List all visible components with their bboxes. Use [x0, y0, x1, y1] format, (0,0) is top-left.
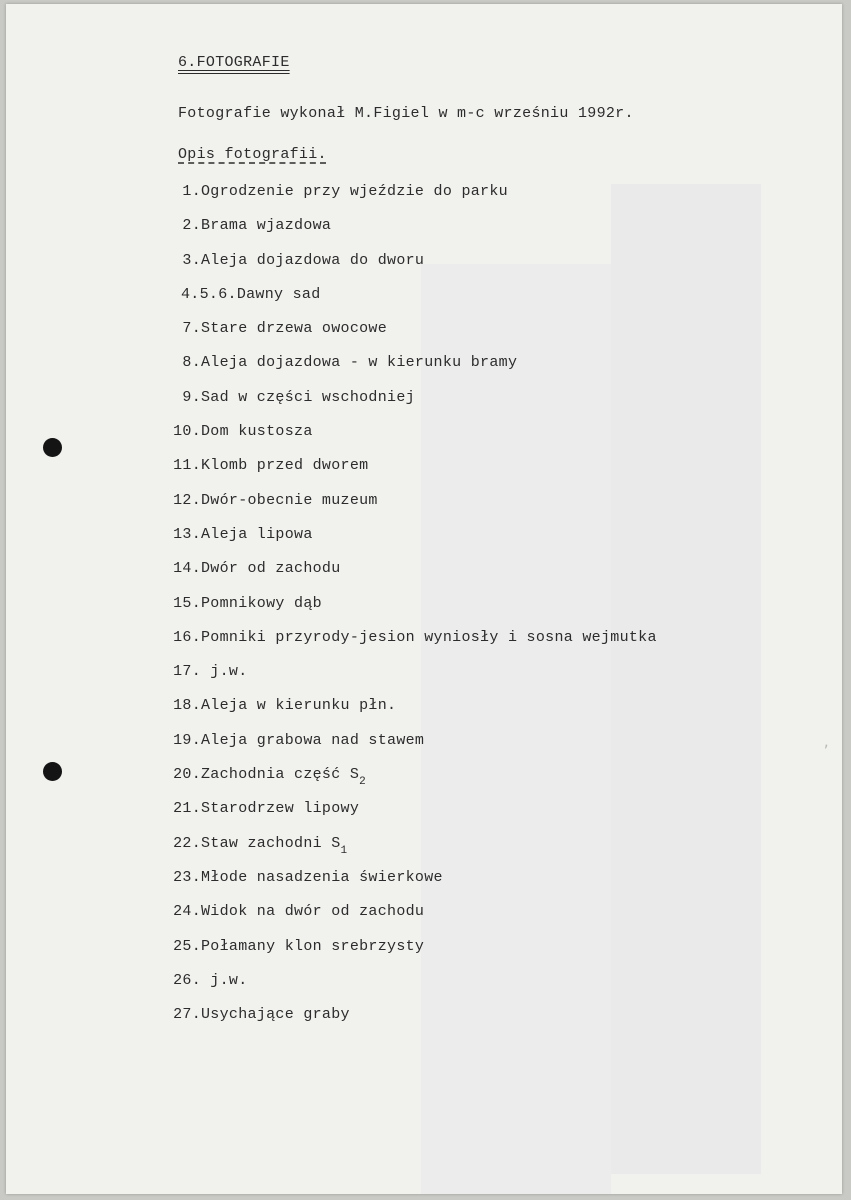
item-text: Aleja dojazdowa do dworu — [201, 251, 425, 269]
item-text: Aleja lipowa — [201, 525, 313, 543]
list-item — [166, 971, 657, 1005]
list-item — [166, 216, 657, 250]
list-item — [166, 491, 657, 525]
item-number: 20. — [173, 766, 201, 784]
item-number: 24. — [173, 903, 201, 921]
list-item — [166, 525, 657, 559]
item-number: 7. — [182, 320, 201, 338]
item-number: 25. — [173, 937, 201, 955]
item-number: 14. — [173, 560, 201, 578]
list-item — [166, 422, 657, 456]
item-text: Zachodnia część S — [201, 766, 360, 784]
item-number: 13. — [173, 525, 201, 543]
list-item — [166, 251, 657, 285]
item-number: 17. — [173, 663, 201, 681]
punch-hole-icon — [43, 762, 62, 781]
item-number: 12. — [173, 491, 201, 509]
list-item — [166, 456, 657, 490]
item-number: 8. — [182, 354, 201, 372]
item-text: Aleja grabowa nad stawem — [201, 731, 425, 749]
item-text: Pomniki przyrody-jesion wyniosły i sosna wejmutka — [201, 628, 657, 646]
item-text: Stare drzewa owocowe — [201, 320, 388, 338]
list-item — [166, 628, 657, 662]
subscript: 1 — [340, 844, 348, 857]
item-text: Pomnikowy dąb — [201, 594, 322, 612]
item-text: Brama wjazdowa — [201, 217, 332, 235]
list-item — [166, 594, 657, 628]
margin-mark: ʼ — [822, 744, 830, 759]
item-text: Dwór od zachodu — [201, 560, 341, 578]
item-number: 2. — [182, 217, 201, 235]
item-number: 3. — [182, 251, 201, 269]
item-text: Starodrzew lipowy — [201, 800, 360, 818]
intro-line: Fotografie wykonał M.Figiel w m-c wrześniu 1992r. — [178, 105, 634, 122]
item-text: Dwór-obecnie muzeum — [201, 491, 378, 509]
list-item — [166, 285, 657, 319]
item-text: Sad w części wschodniej — [201, 388, 415, 406]
subscript: 2 — [359, 776, 367, 789]
item-number: 21. — [173, 800, 201, 818]
list-item — [166, 799, 657, 833]
punch-hole-icon — [43, 438, 62, 457]
item-number: 10. — [173, 423, 201, 441]
item-text: Ogrodzenie przy wjeździe do parku — [201, 183, 508, 200]
list-item — [166, 353, 657, 387]
item-text: Aleja dojazdowa - w kierunku bramy — [201, 354, 518, 372]
item-number: 15. — [173, 594, 201, 612]
item-number: 11. — [173, 457, 201, 475]
list-item — [166, 182, 657, 216]
list-item — [166, 559, 657, 593]
document-page — [6, 4, 842, 1194]
item-number: 1. — [182, 183, 201, 200]
item-text: Dom kustosza — [201, 423, 313, 441]
item-text: j.w. — [201, 971, 248, 989]
item-text: Staw zachodni S — [201, 834, 341, 852]
item-text: Aleja w kierunku płn. — [201, 697, 397, 715]
list-item — [166, 731, 657, 765]
item-text: Klomb przed dworem — [201, 457, 369, 475]
item-text: Widok na dwór od zachodu — [201, 903, 425, 921]
list-item — [166, 937, 657, 971]
item-text: j.w. — [201, 663, 248, 681]
list-item — [166, 388, 657, 422]
list-item — [166, 834, 657, 868]
item-text: Dawny sad — [236, 285, 321, 303]
list-item — [166, 319, 657, 353]
list-item — [166, 765, 657, 799]
item-text: Usychające graby — [201, 1006, 350, 1024]
photo-description-list — [166, 182, 657, 1039]
item-number: 9. — [182, 388, 201, 406]
item-number: 26. — [173, 971, 201, 989]
item-number: 27. — [173, 1006, 201, 1024]
list-item — [166, 696, 657, 730]
item-number: 22. — [173, 834, 201, 852]
item-number: 16. — [173, 628, 201, 646]
item-number: 18. — [173, 697, 201, 715]
item-text: Młode nasadzenia świerkowe — [201, 868, 443, 886]
list-item — [166, 902, 657, 936]
section-heading: 6.FOTOGRAFIE — [178, 54, 290, 71]
item-text: Połamany klon srebrzysty — [201, 937, 425, 955]
item-number: 4.5.6. — [181, 285, 237, 303]
item-number: 19. — [173, 731, 201, 749]
list-item — [166, 1005, 657, 1039]
item-number: 23. — [173, 868, 201, 886]
list-item — [166, 868, 657, 902]
list-item — [166, 662, 657, 696]
list-title: Opis fotografii. — [178, 146, 327, 163]
